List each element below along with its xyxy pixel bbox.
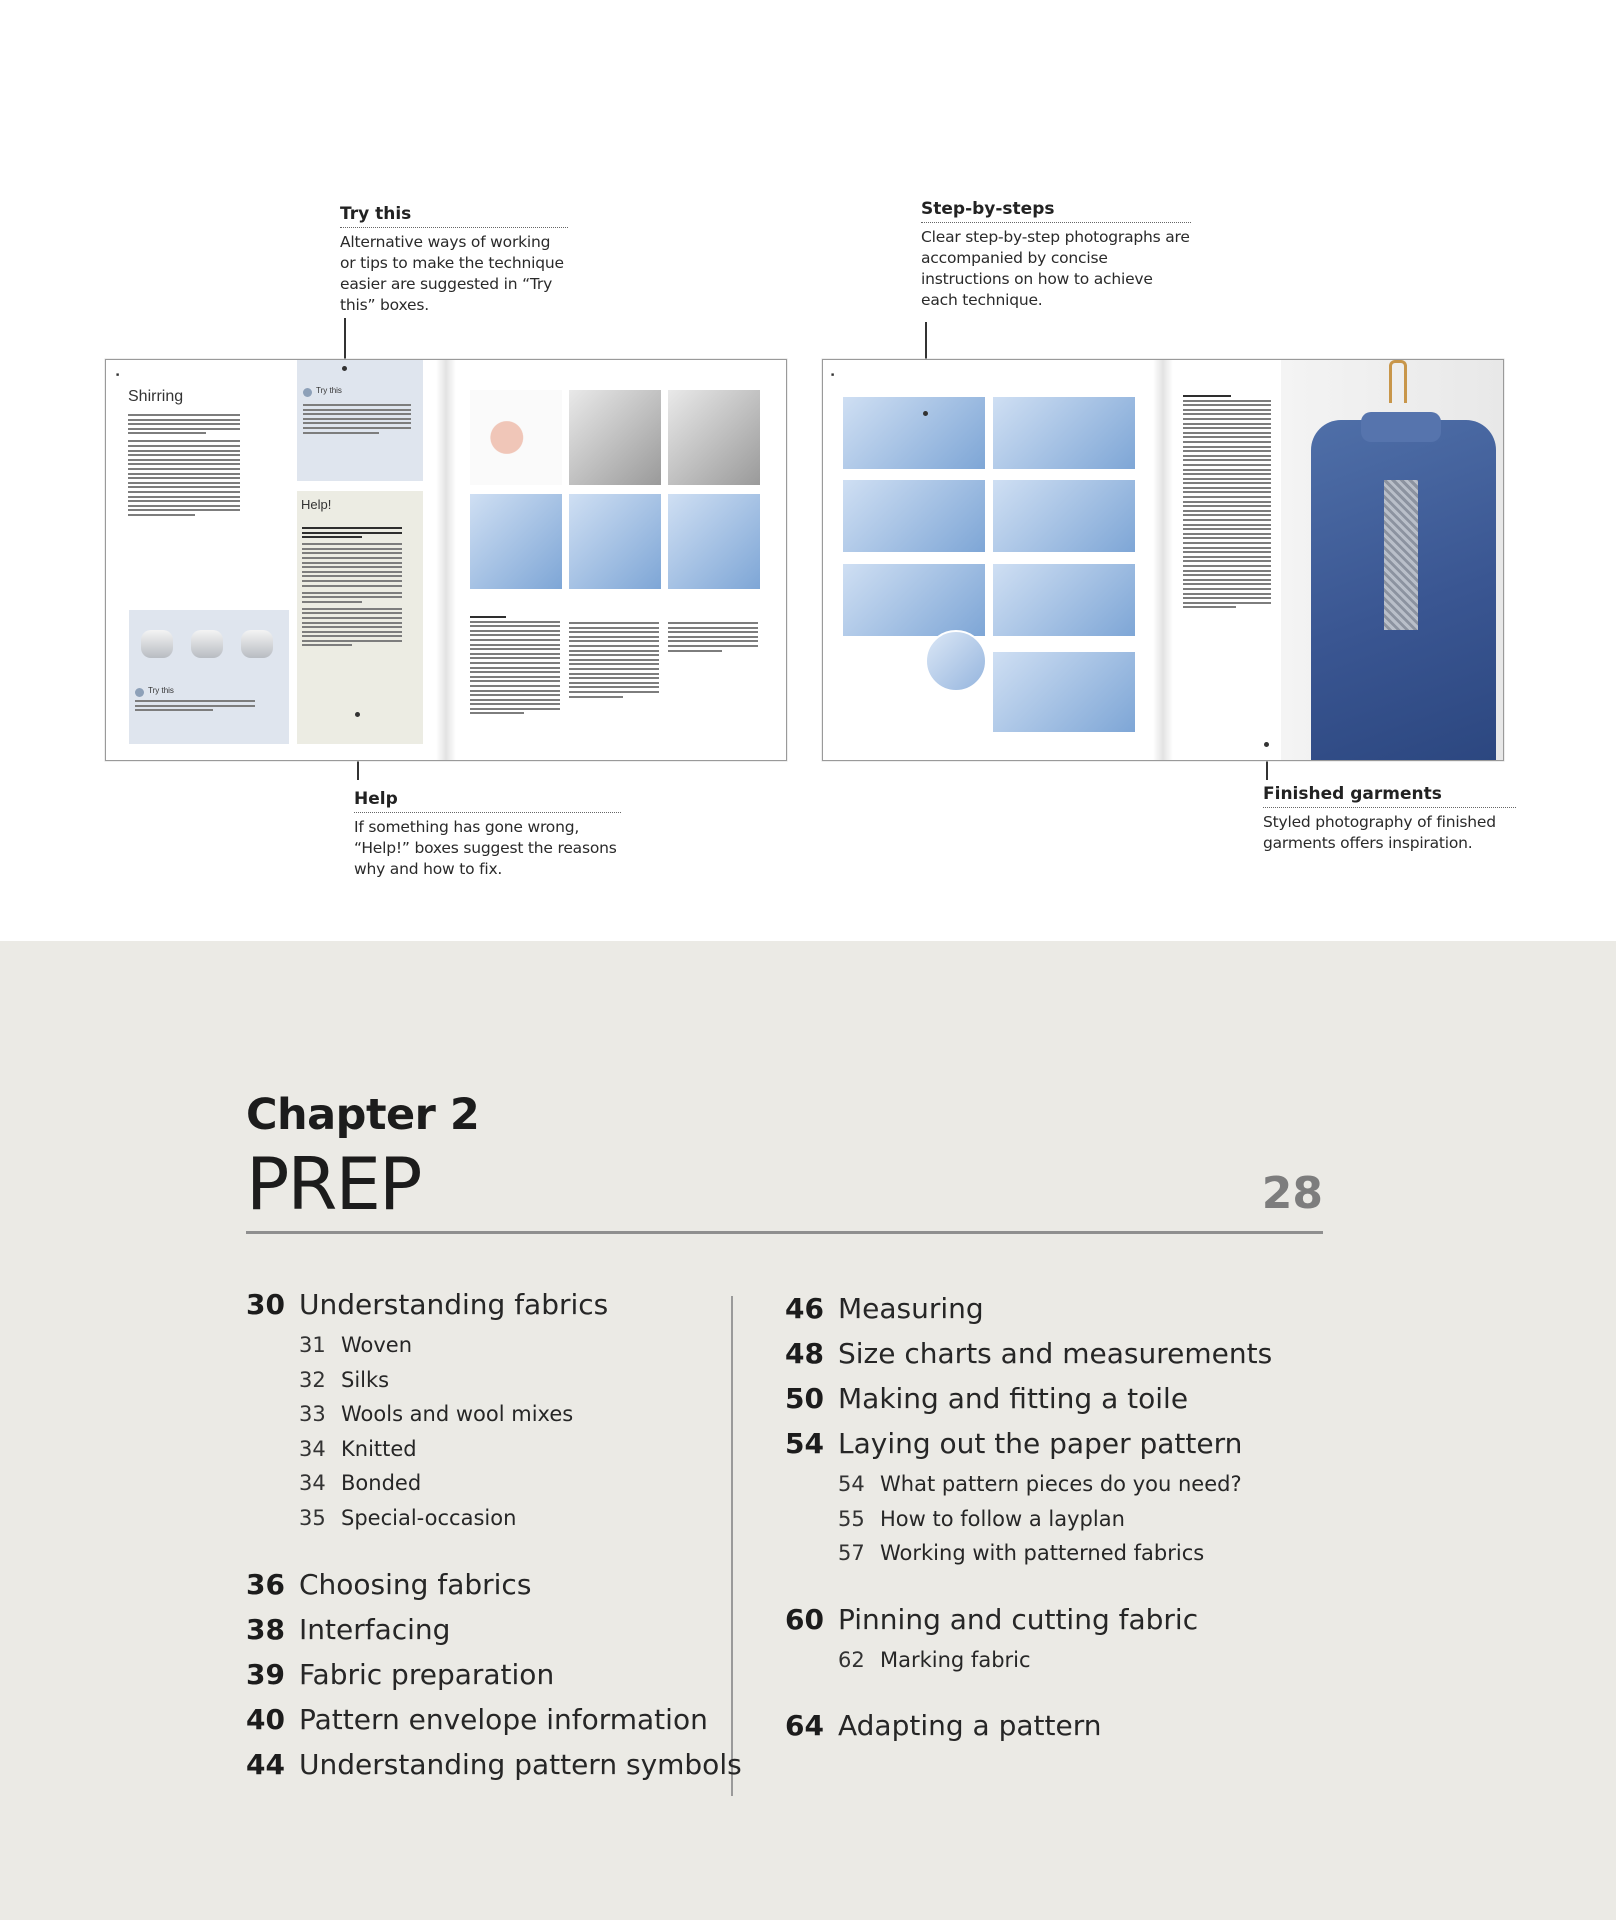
toc-subentry[interactable] [246, 1437, 742, 1472]
step-photo [569, 390, 661, 485]
toc-entry[interactable] [246, 1568, 742, 1613]
toc-entry-title: Pattern envelope information [299, 1702, 708, 1736]
try-this-box [297, 360, 423, 481]
try-this-box-label: Try this [316, 386, 342, 395]
toc-page-number: 30 [246, 1288, 285, 1321]
callout-title: Step-by-steps [921, 199, 1191, 223]
box-text [303, 404, 411, 436]
toc-page-number: 33 [299, 1402, 326, 1427]
step-photo [843, 564, 985, 636]
page-number-marker: ■ [116, 372, 120, 378]
toc-subentry[interactable] [246, 1402, 742, 1437]
toc-entry-title: Fabric preparation [299, 1657, 555, 1691]
toc-left-column [246, 1288, 742, 1793]
box-text [302, 527, 402, 649]
callout-help [354, 789, 621, 880]
step-photo [470, 390, 562, 485]
try-this-box-bobbins [129, 610, 289, 744]
toc-subentry[interactable] [785, 1472, 1272, 1507]
toc-entry[interactable] [785, 1427, 1272, 1472]
instruction-column [1183, 395, 1271, 611]
toc-subentry[interactable] [246, 1368, 742, 1403]
leader-dot [355, 712, 360, 717]
toc-entry[interactable] [246, 1613, 742, 1658]
toc-subentry[interactable] [246, 1333, 742, 1368]
toc-entry-title: Marking fabric [880, 1647, 1031, 1672]
toc-page-number: 62 [838, 1647, 865, 1672]
page-number-marker: ■ [831, 372, 835, 378]
toc-page-number: 38 [246, 1612, 285, 1646]
toc-subentry[interactable] [246, 1471, 742, 1506]
left-spread-image [105, 359, 787, 761]
toc-page-number: 54 [838, 1472, 865, 1496]
toc-entry[interactable] [785, 1292, 1272, 1337]
toc-page-number: 40 [246, 1702, 285, 1736]
bobbin-image [141, 630, 173, 658]
toc-page-number: 39 [246, 1657, 285, 1691]
leader-dot [342, 366, 347, 371]
toc-right-column [785, 1292, 1272, 1754]
toc-page-number: 48 [785, 1337, 824, 1370]
chapter-divider-rule [246, 1231, 1323, 1234]
toc-entry-title: Pinning and cutting fabric [838, 1602, 1199, 1636]
toc-page-number: 50 [785, 1382, 824, 1415]
try-this-icon [135, 688, 144, 697]
instruction-column [470, 616, 560, 717]
toc-entry[interactable] [785, 1709, 1272, 1754]
step-photo [993, 480, 1135, 552]
callout-text: Styled photography of finished garments offers inspiration. [1263, 813, 1496, 852]
spread-heading: Shirring [128, 388, 184, 405]
toc-page-number: 64 [785, 1709, 824, 1743]
toc-entry-title: Size charts and measurements [838, 1337, 1273, 1370]
callout-text: Alternative ways of working or tips to make the technique easier are suggested in “Try this” boxes. [340, 233, 564, 314]
toc-entry-title: Silks [341, 1367, 390, 1392]
toc-entry[interactable] [246, 1703, 742, 1748]
toc-entry-title: Laying out the paper pattern [838, 1427, 1243, 1460]
toc-entry-title: Understanding fabrics [299, 1288, 609, 1321]
toc-entry[interactable] [785, 1382, 1272, 1427]
callout-text: Clear step-by-step photographs are accompanied by concise instructions on how to achieve each technique. [921, 228, 1190, 309]
try-this-box-label: Try this [148, 686, 174, 695]
toc-entry-title: Interfacing [299, 1612, 451, 1646]
callout-title: Finished garments [1263, 784, 1516, 808]
toc-subentry[interactable] [246, 1506, 742, 1541]
toc-entry-title: Choosing fabrics [299, 1567, 532, 1601]
toc-entry-title: Special-occasion [341, 1505, 517, 1530]
step-photo [843, 480, 985, 552]
callout-step-by-steps [921, 199, 1191, 311]
step-photo [993, 564, 1135, 636]
toc-entry-title: Bonded [341, 1471, 422, 1496]
callout-title: Try this [340, 204, 568, 228]
toc-page-number: 60 [785, 1602, 824, 1636]
toc-entry-title: Measuring [838, 1292, 984, 1325]
help-box [297, 491, 423, 744]
toc-page-number: 35 [299, 1505, 326, 1530]
toc-entry-title: Woven [341, 1333, 413, 1357]
bobbin-image [241, 630, 273, 658]
callout-text: If something has gone wrong, “Help!” boxes suggest the reasons why and how to fix. [354, 818, 617, 878]
step-photo [993, 397, 1135, 469]
instruction-column [668, 622, 758, 654]
chapter-title: PREP [246, 1142, 421, 1226]
toc-entry[interactable] [785, 1603, 1272, 1648]
toc-subentry[interactable] [785, 1648, 1272, 1683]
toc-subentry[interactable] [785, 1541, 1272, 1576]
toc-page-number: 46 [785, 1292, 824, 1325]
finished-shirt-photo [1281, 360, 1503, 760]
spread-gutter [436, 360, 456, 760]
help-box-label: Help! [301, 497, 332, 512]
detail-circle-photo [925, 630, 987, 692]
toc-page-number: 55 [838, 1506, 865, 1531]
step-photo [668, 494, 760, 589]
shirt-inner-lining [1384, 480, 1418, 630]
chapter-label: Chapter 2 [246, 1090, 480, 1140]
toc-page-number: 34 [299, 1436, 326, 1461]
callout-title: Help [354, 789, 621, 813]
leader-dot [923, 411, 928, 416]
step-photo [993, 652, 1135, 732]
leader-dot [1264, 742, 1269, 747]
toc-page-number: 57 [838, 1541, 865, 1566]
toc-entry-title: Adapting a pattern [838, 1709, 1102, 1743]
toc-subentry[interactable] [785, 1507, 1272, 1542]
hanger-hook [1389, 360, 1407, 403]
toc-entry[interactable] [246, 1658, 742, 1703]
toc-page-number: 44 [246, 1747, 285, 1781]
toc-entry-title: Knitted [341, 1436, 417, 1461]
toc-page-number: 32 [299, 1367, 326, 1392]
toc-page-number: 54 [785, 1427, 824, 1460]
box-text [135, 700, 255, 714]
toc-page-number: 31 [299, 1333, 326, 1357]
instruction-column [569, 622, 659, 700]
try-this-icon [303, 388, 312, 397]
chapter-page-number: 28 [1261, 1168, 1323, 1219]
step-photo [569, 494, 661, 589]
right-spread-image [822, 359, 1504, 761]
toc-entry-title: Understanding pattern symbols [299, 1747, 742, 1781]
toc-entry-title: Working with patterned fabrics [880, 1541, 1205, 1566]
body-text-block [128, 414, 240, 518]
shirt-collar [1361, 412, 1441, 442]
toc-entry-title: How to follow a layplan [880, 1506, 1125, 1531]
step-photo [668, 390, 760, 485]
toc-entry-title: Wools and wool mixes [341, 1402, 574, 1427]
callout-try-this [340, 204, 568, 316]
toc-entry[interactable] [246, 1748, 742, 1793]
toc-page-number: 34 [299, 1471, 326, 1496]
toc-entry-title: What pattern pieces do you need? [880, 1472, 1242, 1496]
callout-finished-garments [1263, 784, 1516, 854]
bobbin-image [191, 630, 223, 658]
spread-gutter [1153, 360, 1173, 760]
step-photo [843, 397, 985, 469]
toc-entry[interactable] [246, 1288, 742, 1333]
toc-entry-title: Making and fitting a toile [838, 1382, 1189, 1415]
toc-page-number: 36 [246, 1567, 285, 1601]
step-photo [470, 494, 562, 589]
toc-entry[interactable] [785, 1337, 1272, 1382]
